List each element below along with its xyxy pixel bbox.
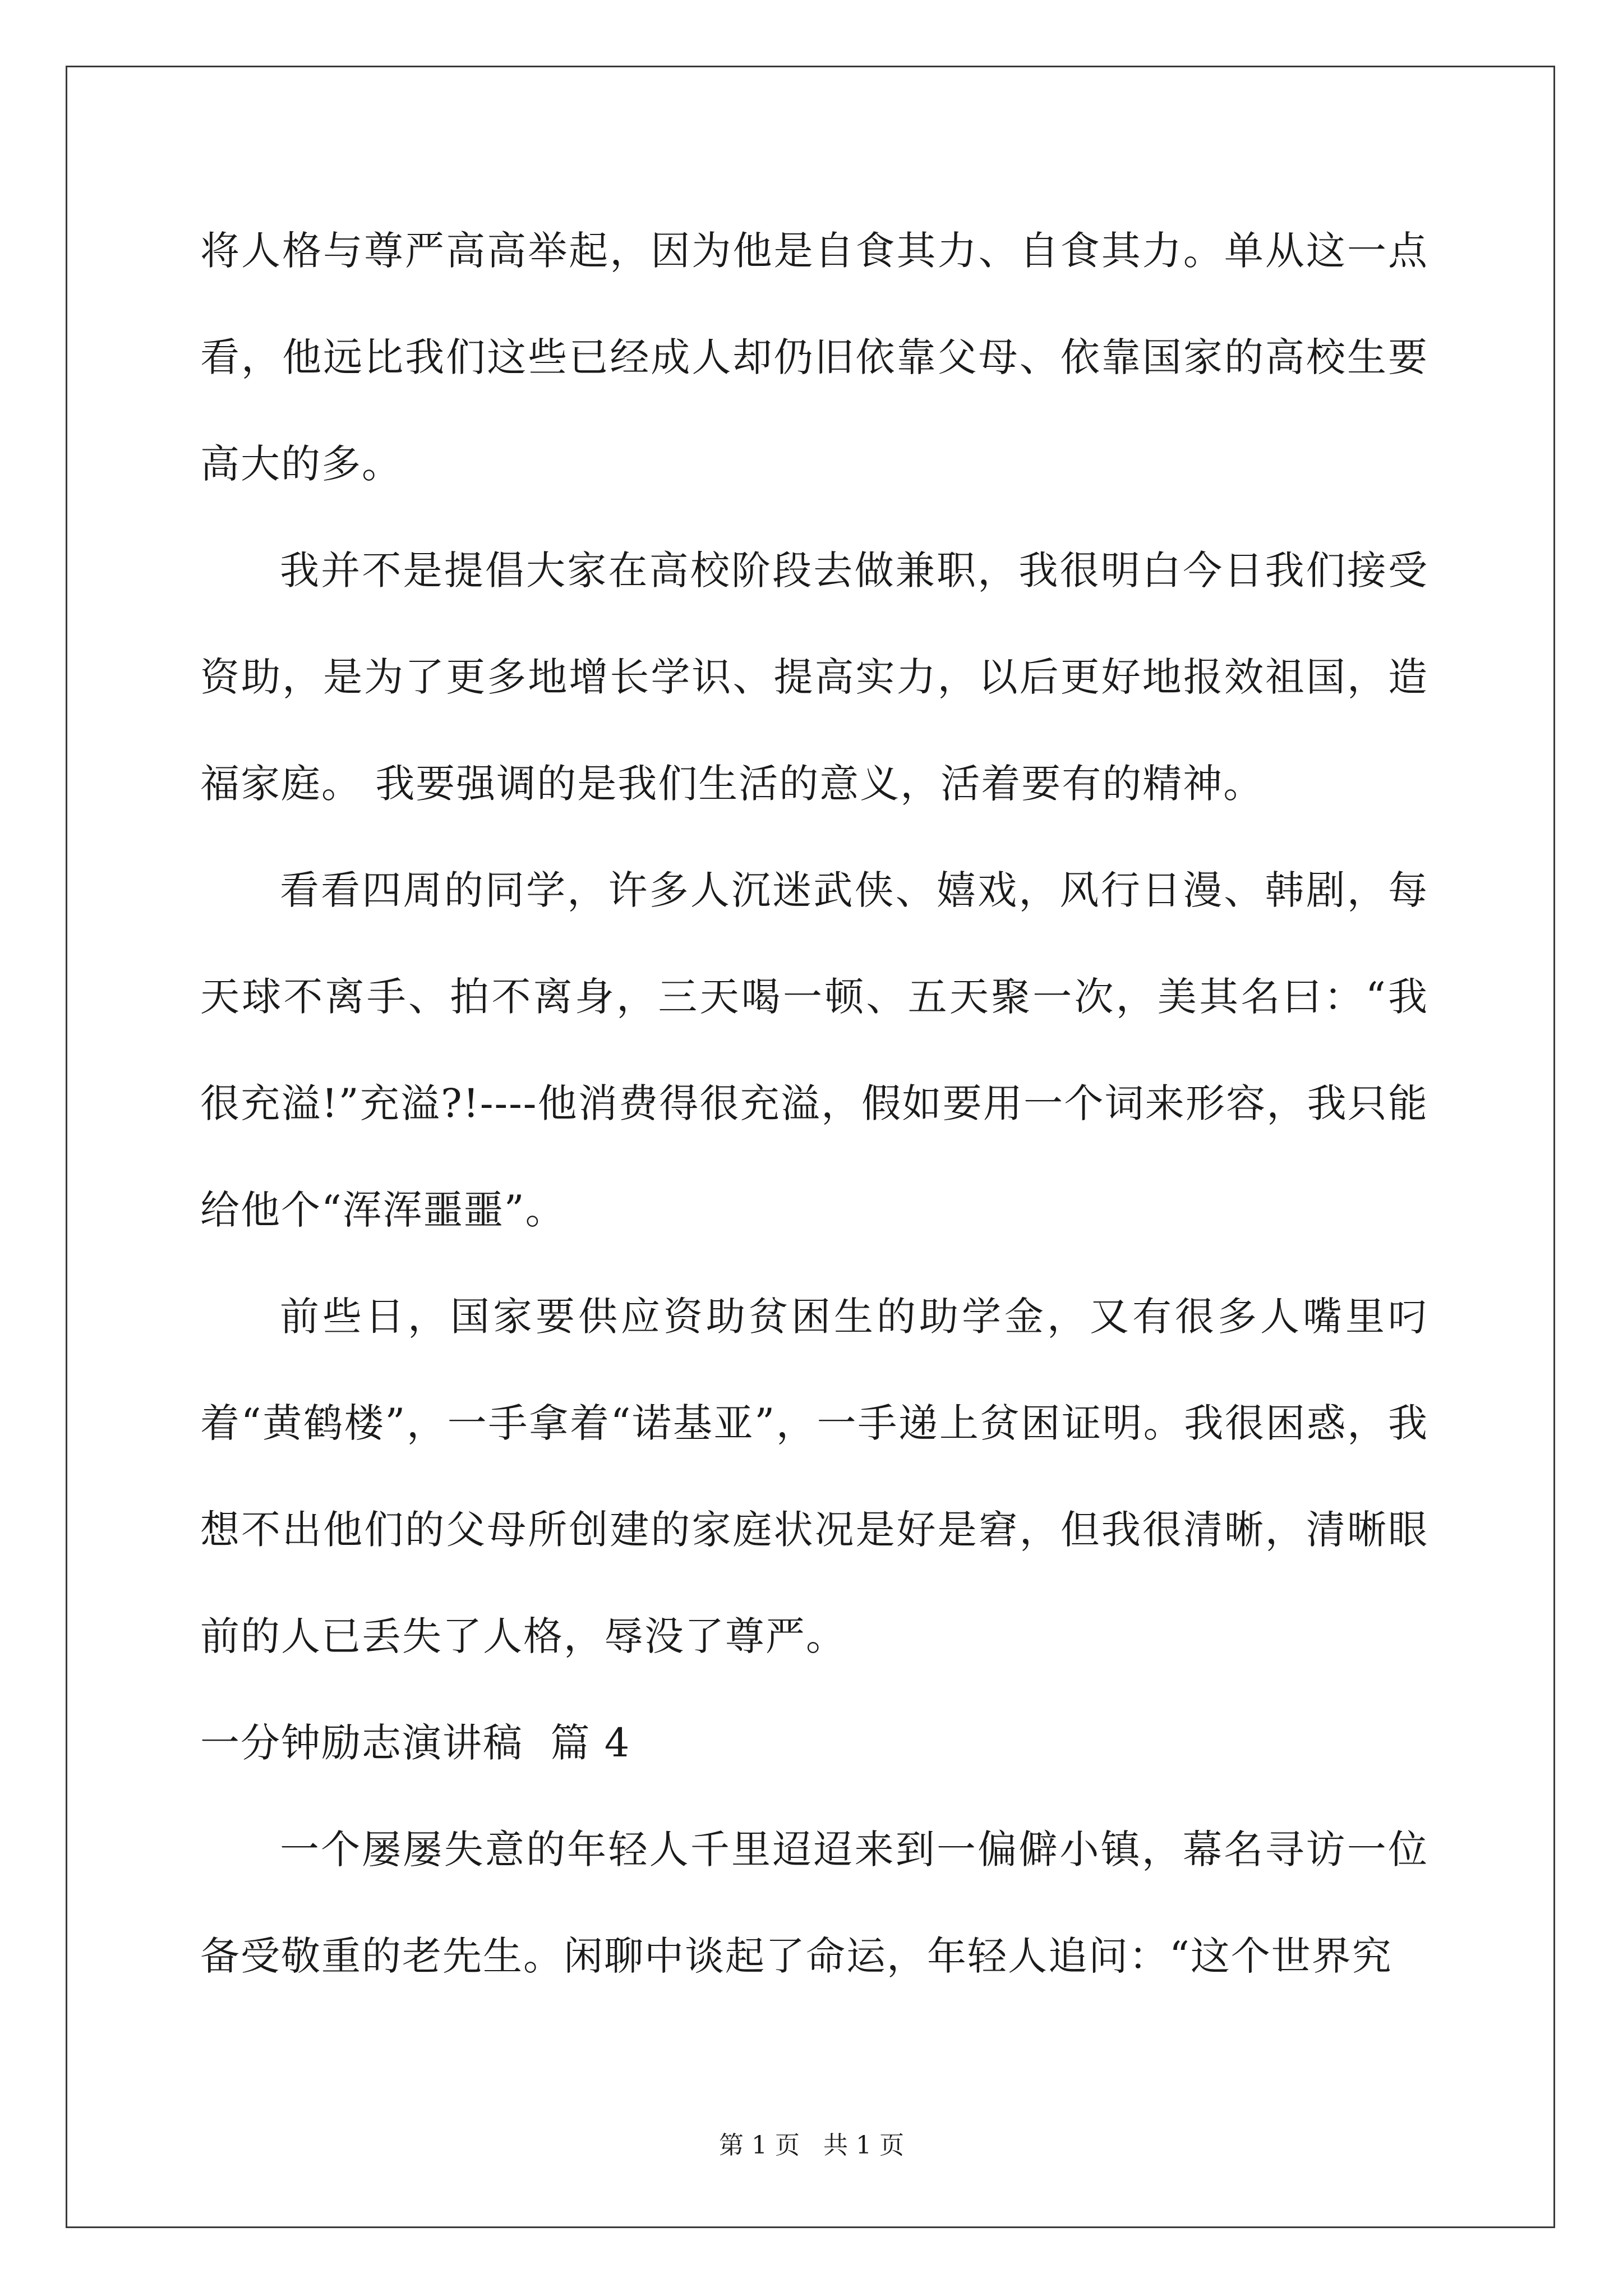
paragraph-1: 将人格与尊严高高举起，因为他是自食其力、自食其力。单从这一点看，他远比我们这些已经成人却仍旧依靠父母、依靠国家的高校生要高大的多。 <box>200 228 1428 487</box>
paragraph-2: 我并不是提倡大家在高校阶段去做兼职，我很明白今日我们接受资助，是为了更多地增长学识、提高实力，以后更好地报效祖国，造福家庭。 我要强调的是我们生活的意义，活着要有的精神。 <box>200 547 1428 807</box>
page-number-label: 第 1 页 共 1 页 <box>719 2131 904 2160</box>
section-heading: 一分钟励志演讲稿 篇 4 <box>200 1720 631 1766</box>
paragraph-5: 一个屡屡失意的年轻人千里迢迢来到一偏僻小镇，幕名寻访一位备受敬重的老先生。闲聊中谈起了命运，年轻人追问：“这个世界究 <box>200 1826 1428 1979</box>
document-body <box>200 197 1428 2009</box>
paragraph-3: 看看四周的同学，许多人沉迷武侠、嬉戏，风行日漫、韩剧，每天球不离手、拍不离身，三天喝一顿、五天聚一次，美其名曰：“我很充溢!”充溢?!----他消费得很充溢，假如要用一个词来形容，我只能给他个“浑浑噩噩”。 <box>200 867 1428 1233</box>
page-footer <box>0 2129 1623 2162</box>
paragraph-4: 前些日，国家要供应资助贫困生的助学金，又有很多人嘴里叼着“黄鹤楼”，一手拿着“诺基亚”，一手递上贫困证明。我很困惑，我想不出他们的父母所创建的家庭状况是好是窘，但我很清晰，清晰眼前的人已丢失了人格，辱没了尊严。 <box>200 1294 1428 1659</box>
